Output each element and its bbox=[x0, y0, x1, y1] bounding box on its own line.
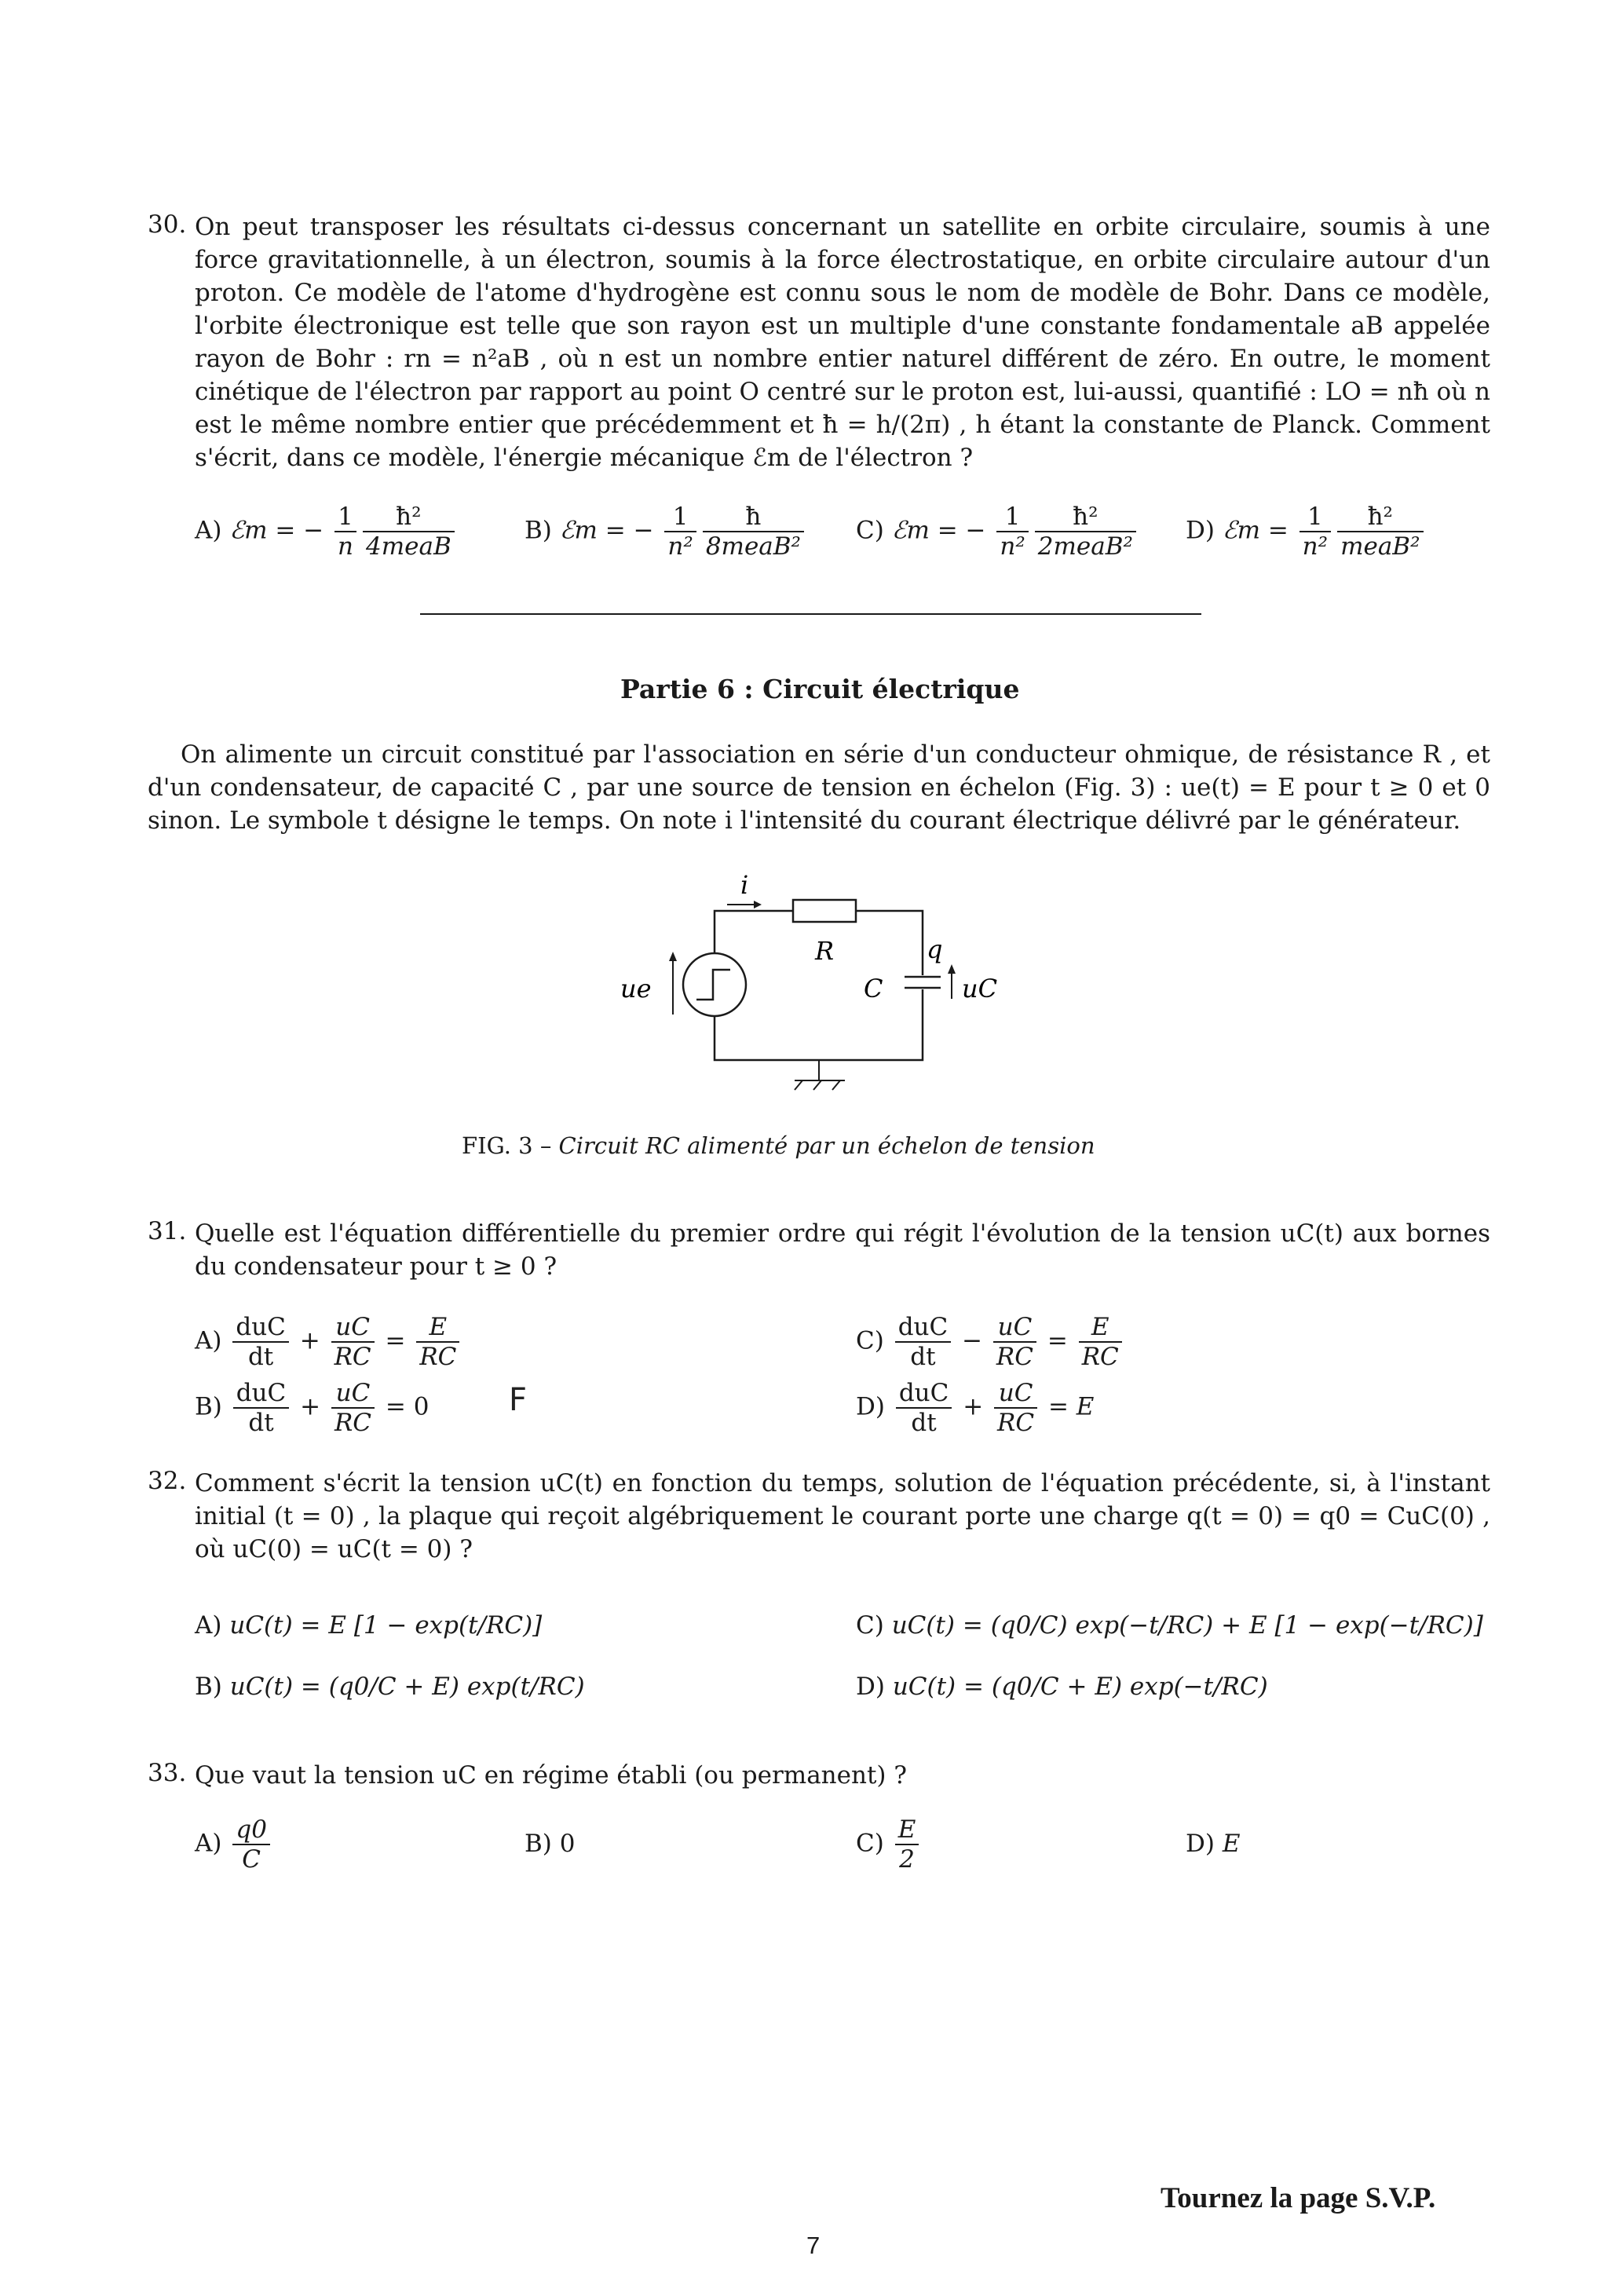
uc-arrowhead bbox=[948, 964, 956, 974]
question-number: 31. bbox=[148, 1217, 187, 1245]
capacitor-label: C bbox=[864, 974, 883, 1004]
question-number: 30. bbox=[148, 210, 187, 239]
option-a: A) $\frac{q0}{C}$ bbox=[195, 1815, 273, 1874]
question-text: On peut transposer les résultats ci-dessus concernant un satellite en orbite circulaire, soumis à une force gravitationnelle, à un électron, soumis à la force électrostatique, en orbite circulaire autour d'un proton. Ce modèle de l'atome d'hydrogène est connu sous le nom de modèle de Bohr. Dans ce modèle, l'orbite électronique est telle que son rayon est un multiple d'une constante fondamentale aB appelée rayon de Bohr : rn = n²aB , où n est un nombre entier naturel différent de zéro. En outre, le moment cinétique de l'électron par rapport au point O centré sur le proton est, lui-aussi, quantifié : LO = nħ où n est le même nombre entier que précédemment et ħ = h/(2π) , h étant la constante de Planck. Comment s'écrit, dans ce modèle, l'énergie mécanique ℰm de l'électron ? bbox=[195, 213, 1490, 472]
question-number: 33. bbox=[148, 1759, 187, 1787]
option-d: D) ℰm = $\frac{1}{\text{n²}}$ $\frac{\text{ħ²}}{\text{meaB²}}$ bbox=[1186, 503, 1427, 561]
option-a: A) $\frac{\text{duC}}{dt}$ + $\frac{uC}{RC}$ = $\frac{E}{RC}$ bbox=[195, 1313, 462, 1371]
circuit-diagram bbox=[597, 872, 1005, 1107]
option-c: C) uC(t) = (q0/C) exp(−t/RC) + E [1 − exp(−t/RC)] bbox=[856, 1611, 1483, 1640]
ground-hatch bbox=[813, 1080, 821, 1090]
resistor-label: R bbox=[815, 936, 835, 966]
ue-arrowhead bbox=[669, 952, 677, 961]
question-text: Que vaut la tension uC en régime établi (ou permanent) ? bbox=[195, 1761, 907, 1790]
section-intro: On alimente un circuit constitué par l'association en série d'un conducteur ohmique, de résistance R , et d'un condensateur, de capacité C , par une source de tension en échelon (Fig. 3) : ue(t) = E pour t ≥ 0 et 0 sinon. Le symbole t désigne le temps. On note i l'intensité du courant électrique délivré par le générateur. bbox=[148, 740, 1490, 835]
top-wire bbox=[715, 911, 793, 953]
current-label: i bbox=[740, 872, 749, 900]
question-number: 32. bbox=[148, 1467, 187, 1495]
option-a: A) ℰm = − $\frac{1}{n}$ $\frac{\text{ħ²}}{\text{4meaB}}$ bbox=[195, 503, 458, 561]
option-d: D) $\frac{\text{duC}}{dt}$ + $\frac{uC}{RC}$ = E bbox=[856, 1379, 1095, 1437]
section-title: Partie 6 : Circuit électrique bbox=[620, 674, 1020, 704]
bottom-wire bbox=[715, 989, 923, 1060]
option-c: C) $\frac{E}{2}$ bbox=[856, 1815, 922, 1874]
handwritten-mark: F bbox=[509, 1382, 528, 1418]
current-arrowhead bbox=[754, 901, 762, 909]
resistor bbox=[793, 900, 856, 922]
option-b: B) 0 bbox=[525, 1830, 576, 1858]
page-number: 7 bbox=[806, 2232, 821, 2259]
voltage-source bbox=[683, 953, 746, 1016]
option-b: B) uC(t) = (q0/C + E) exp(t/RC) bbox=[195, 1673, 585, 1701]
figure-caption: FIG. 3 – Circuit RC alimenté par un échelon de tension bbox=[462, 1132, 1095, 1159]
option-c: C) $\frac{\text{duC}}{dt}$ − $\frac{uC}{RC}$ = $\frac{E}{RC}$ bbox=[856, 1313, 1125, 1371]
ue-label: ue bbox=[620, 974, 652, 1004]
option-c: C) ℰm = − $\frac{1}{\text{n²}}$ $\frac{\text{ħ²}}{\text{2meaB²}}$ bbox=[856, 503, 1139, 561]
uc-label: uC bbox=[962, 974, 998, 1004]
ground-hatch bbox=[832, 1080, 840, 1090]
question-text: Quelle est l'équation différentielle du premier ordre qui régit l'évolution de la tension uC(t) aux bornes du condensateur pour t ≥ 0 ? bbox=[195, 1219, 1490, 1281]
ground-hatch bbox=[795, 1080, 802, 1090]
charge-label: q bbox=[927, 934, 943, 964]
question-text: Comment s'écrit la tension uC(t) en fonction du temps, solution de l'équation précédente, si, à l'instant initial (t = 0) , la plaque qui reçoit algébriquement le courant porte une charge q(t = 0) = q0 = CuC(0) , où uC(0) = uC(t = 0) ? bbox=[195, 1469, 1490, 1563]
turn-page-note: Tournez la page S.V.P. bbox=[1161, 2182, 1436, 2214]
option-b: B) $\frac{\text{duC}}{dt}$ + $\frac{uC}{RC}$ = 0 bbox=[195, 1379, 430, 1437]
option-d: D) E bbox=[1186, 1830, 1241, 1858]
option-d: D) uC(t) = (q0/C + E) exp(−t/RC) bbox=[856, 1673, 1268, 1701]
right-wire bbox=[856, 911, 923, 975]
section-divider bbox=[420, 613, 1201, 615]
option-b: B) ℰm = − $\frac{1}{\text{n²}}$ $\frac{ħ}{\text{8meaB²}}$ bbox=[525, 503, 807, 561]
option-a: A) uC(t) = E [1 − exp(t/RC)] bbox=[195, 1611, 543, 1640]
